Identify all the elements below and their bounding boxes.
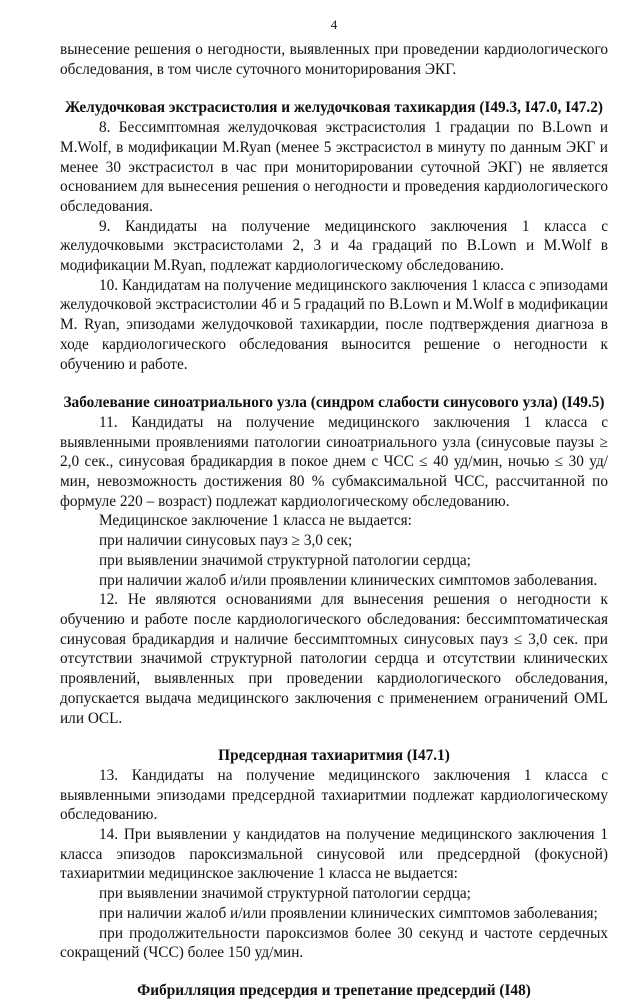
page-content	[60, 40, 608, 1001]
condition-structural-pathology-2: при выявлении значимой структурной патологии сердца;	[99, 885, 471, 903]
paragraph-13: 13. Кандидаты на получение медицинского заключения 1 класса с выявленными эпизодами предсердной тахиаритмии подлежат кардиологическому обследованию.	[60, 766, 608, 824]
condition-structural-pathology: при выявлении значимой структурной патологии сердца;	[99, 551, 471, 569]
not-issued-line: Медицинское заключение 1 класса не выдается:	[99, 512, 412, 530]
paragraph-11: 11. Кандидаты на получение медицинского заключения 1 класса с выявленными проявлениями патологии синоатриального узла (синусовые паузы ≥ 2,0 сек., синусовая брадикардия в покое днем с ЧСС ≤ 40 уд/мин, ночью ≤ 30 уд/мин, невозможность достижения 80 % субмаксимальной ЧСС, рассчитанной по формуле 220 – возраст) подлежат кардиологическому обследованию.	[60, 413, 608, 510]
section-heading-atrial-fibrillation: Фибрилляция предсердия и трепетание предсердий (I48)	[137, 981, 531, 999]
section-heading-ventricular: Желудочковая экстрасистолия и желудочковая тахикардия (I49.3, I47.0, I47.2)	[65, 99, 603, 117]
condition-complaints-2: при наличии жалоб и/или проявлении клинических симптомов заболевания;	[99, 904, 598, 922]
paragraph-12: 12. Не являются основаниями для вынесения решения о негодности к обучению и работе после кардиологического обследования: бессимптоматическая синусовая брадикардия и наличие бессимптомных синусовых пауз ≤ 3,0 сек. при отсутствии значимой структурной патологии сердца и отсутствии клинических проявлений, выявленных при проведении кардиологического обследования, допускается выдача медицинского заключения с применением ограничений OML или OCL.	[60, 591, 608, 727]
paragraph-10: 10. Кандидатам на получение медицинского заключения 1 класса с эпизодами желудочковой экстрасистолии 4б и 5 градаций по B.Lown и M.Wolf в модификации M. Ryan, эпизодами желудочковой тахикардии, после подтверждения диагноза в ходе кардиологического обследования выносится решение о негодности к обучению и работе.	[60, 276, 608, 373]
paragraph-8: 8. Бессимптомная желудочковая экстрасистолия 1 градации по B.Lown и M.Wolf, в модификации M.Ryan (менее 5 экстрасистол в минуту по данным ЭКГ и менее 30 экстрасистол в час при мониторировании суточной ЭКГ) не является основанием для вынесения решения о негодности и проведения кардиологического обследования.	[60, 119, 608, 215]
page-number: 4	[330, 17, 338, 32]
intro-paragraph: вынесение решения о негодности, выявленных при проведении кардиологического обследования, в том числе суточного мониторирования ЭКГ.	[60, 41, 608, 78]
condition-sinus-pauses: при наличии синусовых пауз ≥ 3,0 сек;	[99, 532, 353, 550]
section-heading-atrial-tachyarrhythmia: Предсердная тахиаритмия (I47.1)	[218, 747, 450, 765]
section-heading-sinoatrial: Заболевание синоатриального узла (синдром слабости синусового узла) (I49.5)	[63, 394, 605, 412]
condition-paroxysm-duration: при продолжительности пароксизмов более 30 секунд и частоте сердечных сокращений (ЧСС) более 150 уд/мин.	[60, 924, 608, 962]
paragraph-14: 14. При выявлении у кандидатов на получение медицинского заключения 1 класса эпизодов пароксизмальной синусовой или предсердной (фокусной) тахиаритмии медицинское заключение 1 класса не выдается:	[60, 826, 608, 883]
condition-complaints: при наличии жалоб и/или проявлении клинических симптомов заболевания.	[99, 571, 598, 589]
paragraph-9: 9. Кандидаты на получение медицинского заключения 1 класса с желудочковыми экстрасистолами 2, 3 и 4а градаций по B.Lown и M.Wolf в модификации M.Ryan, подлежат кардиологическому обследованию.	[60, 217, 608, 275]
document-page	[60, 0, 608, 999]
